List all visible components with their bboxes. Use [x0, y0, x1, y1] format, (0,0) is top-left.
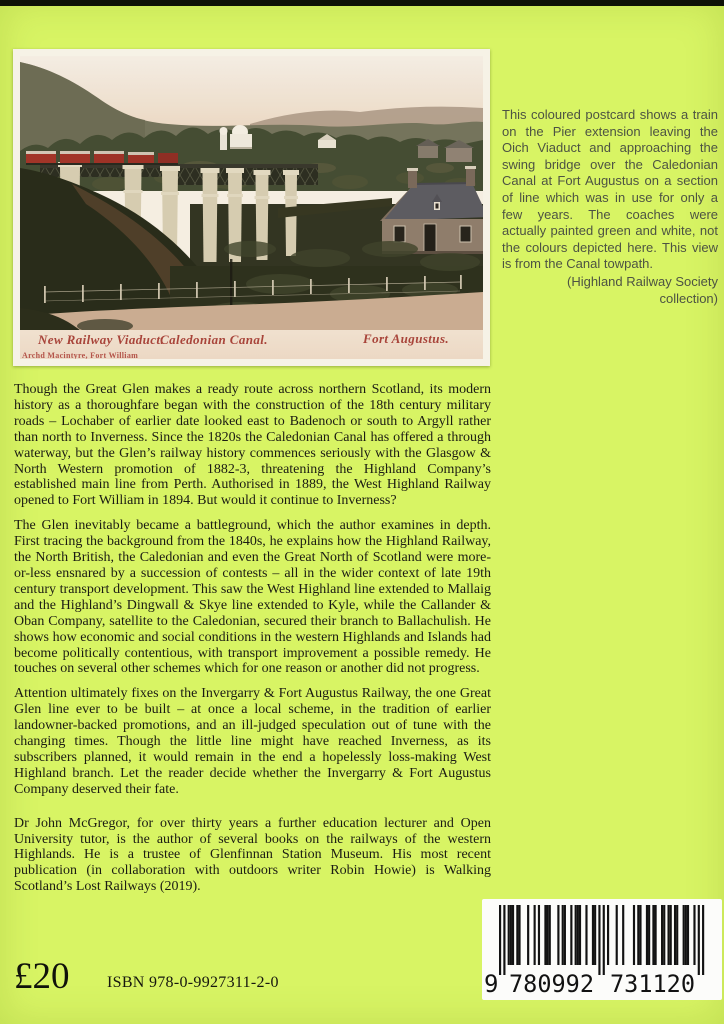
photo-caption-text: This coloured postcard shows a train on the Pier extension leaving the Oich Viaduct and approaching the swing bridge over the Caledonian Canal at Fort Augustus on a section of line which was in use for only a few years. The coaches were actually painted green and white, not the colours depicted here. This view is from the Canal towpath.: [502, 107, 718, 272]
barcode: [482, 899, 722, 1000]
postcard-publisher: Archd Macintyre, Fort William: [22, 351, 139, 359]
postcard-title-right: Fort Augustus.: [363, 331, 450, 346]
postcard: [13, 49, 490, 366]
blurb-paragraph: Attention ultimately fixes on the Invergarry & Fort Augustus Railway, the one Great Glen line ever to be built – at once a local scheme, in the tradition of earlier landowner-backed promotions, and an ill-judged speculation out of tune with the changing times. Though the little line might have reached Inverness, as its subscribers planned, it would remain in the end a hopelessly loss-making West Highland branch. Let the reader decide whether the Invergarry & Fort Augustus Company deserved their fate.: [14, 686, 491, 797]
author-paragraph: Dr John McGregor, for over thirty years a further education lecturer and Open University tutor, is the author of several books on the railways of the western Highlands. He is a trustee of Glenfinnan Station Museum. His most recent publication (in collaboration with outdoors writer Robin Howie) is Walking Scotland’s Lost Railways (2019).: [14, 815, 491, 895]
photo-caption: [502, 107, 718, 307]
postcard-photo-illustration: [20, 56, 483, 359]
svg-text:731120: 731120: [610, 970, 695, 998]
price-label: £20: [14, 956, 70, 997]
postcard-title-center: Caledonian Canal.: [160, 332, 268, 347]
barcode-bars: [482, 899, 722, 1000]
svg-text:9: 9: [484, 970, 499, 998]
svg-text:780992: 780992: [509, 970, 594, 998]
blurb-paragraph: The Glen inevitably became a battleground, which the author examines in depth. First tracing the background from the 1840s, he explains how the Highland Railway, the North British, the Caledonian and even the Great North of Scotland were more-or-less ensnared by a succession of contests – all in the wider context of late 19th century transport development. This saw the West Highland line extended to Mallaig and the Highland’s Dingwall & Skye line extended to Kyle, while the Callander & Oban Company, satellite to the Caledonian, secured their branch to Ballachulish. He shows how economic and social conditions in the western Highlands and Islands had become politically contentious, with transport improvement a possible remedy. He touches on several other schemes which for one reason or another did not progress.: [14, 518, 491, 677]
postcard-photo: [20, 56, 483, 359]
photo-caption-credit: (Highland Railway Society collection): [566, 273, 718, 306]
scan-edge-strip: [0, 0, 724, 6]
postcard-title-left: New Railway Viaduct.: [38, 332, 165, 347]
blurb: [14, 382, 491, 904]
isbn-label: ISBN 978-0-9927311-2-0: [107, 974, 279, 991]
blurb-paragraph: Though the Great Glen makes a ready route across northern Scotland, its modern history as a thoroughfare began with the construction of the 18th century military roads – Lochaber of earlier date looked east to Badenoch or south to Argyll rather than north to Inverness. Since the 1820s the Caledonian Canal has offered a through waterway, but the Glen’s railway history commences seriously with the Glasgow & North Western promotion of 1882-3, threatening the Highland Company’s established main line from Perth. Authorised in 1889, the West Highland Railway opened to Fort William in 1894. But would it continue to Inverness?: [14, 382, 491, 509]
